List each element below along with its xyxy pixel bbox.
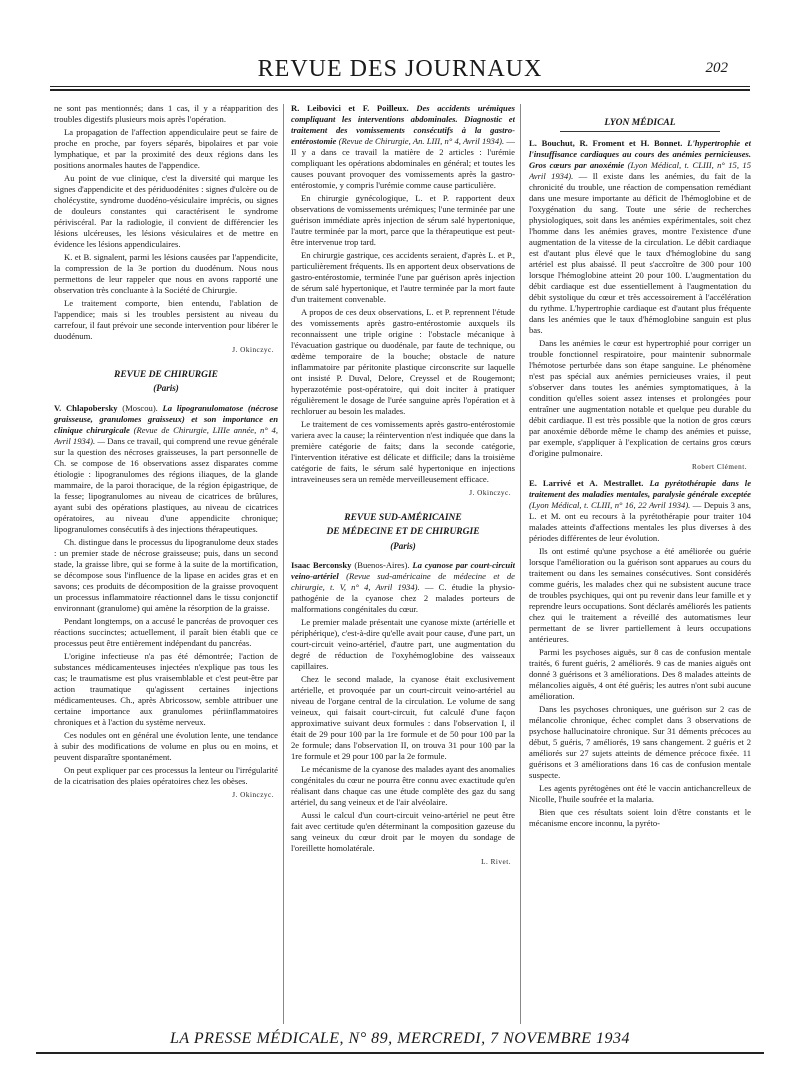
- article-author: R. Leibovici et F. Poilleux.: [291, 103, 409, 113]
- article-reference: (Revue de Chirurgie, LIIIe année, n° 4, Avril 1934). —: [54, 424, 278, 446]
- paragraph: Dans les anémies le cœur est hypertrophié pour corriger un trouble fonctionnel respiratoire, pour maintenir subnormale l'hémotose perturbée dans son étape sanguine. Le phénomène n'est pas spécial aux anémies pernicieuses vraies, il peut s'observer dans toutes les anémies symptomatiques, à la condition qu'elles soient assez intenses et prolongées pour entraîner une augmentation notable et quelque peu durable du débit cardiaque. Il est très possible que la notion de gros cœurs par anoxémie déborde même le champ des anémies et puisse, par exemple, s'appliquer à l'explication de certains gros cœurs d'origine pulmonaire.: [529, 338, 751, 459]
- article-text: Dans ce travail, qui comprend une revue générale sur la question des nécroses graisseuses, la part personnelle de Ch. se compose de 16 observations assez disparates comme étiologie : lipogranulomes des régions iliaques, de la glande mammaire, de la paroi thoracique, de la région épigastrique, de la fesse; lipogranulomes au niveau de cicatrices de brûlures, ayant subi des opérations plastiques, au niveau de cicatrices opératoires, au niveau d'une appendicite chronique; lipogranulomes consécutifs à des injections thérapeutiques.: [54, 435, 278, 534]
- article-title: La cyanose par court-circuit veino-artériel: [291, 560, 515, 582]
- section-title: REVUE DE CHIRURGIE: [113, 370, 218, 381]
- paragraph: ne sont pas mentionnés; dans 1 cas, il y a réapparition des troubles digestifs plusieurs mois après l'opération.: [54, 103, 278, 124]
- section-rule: [560, 131, 720, 132]
- article-text: — C. étudie la physio-pathogénie de la cyanose chez 2 malades porteurs de malformations congénitales du cœur.: [291, 582, 515, 615]
- author-location: (Moscou).: [117, 402, 163, 413]
- article-entry: [529, 138, 751, 336]
- column-divider: [283, 104, 284, 1024]
- paragraph: Ces nodules ont en général une évolution lente, une tendance à subir des modifications de volume en plus ou en moins, et peuvent disparaître spontanément.: [54, 729, 278, 762]
- paragraph: La propagation de l'affection appendiculaire peut se faire de proche en proche, par foyers séparés, bipolaires et par voie lymphatique, et par la proximité des deux régions dans les positions anormales hautes de l'appendice.: [54, 127, 278, 170]
- paragraph: Le mécanisme de la cyanose des malades ayant des anomalies congénitales du cœur ne pourra être connu avec exactitude qu'en réalisant dans chaque cas une étude complète des gaz du sang artériel, du sang veineux et de l'air alvéolaire.: [291, 764, 515, 808]
- article-author: E. Larrivé et A. Mestrallet.: [529, 478, 644, 489]
- column-middle: [291, 103, 515, 1028]
- column-divider: [520, 104, 521, 1024]
- column-left: [54, 103, 278, 1028]
- page-number: 202: [705, 60, 728, 76]
- paragraph: K. et B. signalent, parmi les lésions causées par l'appendicite, la compression de la 3e portion du duodénum. Nous nous permettons de leur rappeler que nous en avons rapporté une observation très concluante à la Société de Chirurgie.: [54, 252, 278, 295]
- article-title: La lipogranulomatose (nécrose graisseuse, granulomes graisseux) et son importance en clinique chirurgicale: [54, 402, 278, 435]
- article-title: Des accidents urémiques compliquant les interventions abdominales. Diagnostic et traitement des vomissements consécutifs à la gastro-entérostomie: [291, 103, 515, 146]
- signature: J. Okinczyc.: [469, 489, 511, 497]
- page-header: [0, 50, 800, 100]
- paragraph: Les agents pyrétogènes ont été le vaccin antichancrelleux de Nicolle, l'huile soufrée et la malaria.: [529, 783, 751, 805]
- paragraph: En chirurgie gynécologique, L. et P. rapportent deux observations de vomissements urémiques; l'une terminée par une guérison immédiate après injection de sérum salé hypertonique, l'autre terminée par la mort, parce que la thérapeutique est peut-être intervenue trop tard.: [291, 193, 515, 247]
- article-reference: (Revue sud-américaine de médecine et de chirurgie, t. V, n° 4, Avril 1934).: [291, 571, 515, 593]
- author-location: (Buenos-Aires).: [351, 560, 413, 571]
- signature: J. Okinczyc.: [232, 790, 274, 799]
- journal-title: REVUE DES JOURNAUX: [257, 56, 543, 82]
- article-entry: [54, 403, 278, 535]
- paragraph: Chez le second malade, la cyanose était exclusivement artérielle, et provoquée par un court-circuit veino-artériel au niveau de l'organe central de la circulation. Le volume de sang veineux, qui faisait court-circuit, fut calculé d'une façon approximative suivant deux formules : dans l'observation I, il était de 29 pour 100 par la 1re formule et de 50 pour 100 par la 2e formule; dans l'observation II, on trouva 31 pour 100 par la 1re formule et 29 pour 100 par la 2e formule.: [291, 674, 515, 762]
- paragraph: On peut expliquer par ces processus la lenteur ou l'irrégularité de la cicatrisation des plaies opératoires chez les obèses.: [54, 764, 278, 786]
- section-title-line2: DE MÉDECINE ET DE CHIRURGIE: [326, 527, 480, 538]
- signature: J. Okinczyc.: [232, 346, 274, 354]
- article-author: Isaac Berconsky: [291, 560, 352, 571]
- article-author: L. Bouchut, R. Froment et H. Bonnet.: [529, 138, 683, 149]
- paragraph: L'origine infectieuse n'a pas été démontrée; l'action de substances médicamenteuses injectées n'explique pas tous les cas; le traumatisme est plus vraisemblable et c'est peut-être par action traumatique qu'agissent certaines injections médicamenteuses. Ch., après Abricossow, semble attribuer une certaine importance aux granulomes périinflammatoires chroniques et à l'action du système nerveux.: [54, 650, 278, 727]
- article-reference: (Revue de Chirurgie, An. LIII, n° 4, Avril 1934).: [336, 136, 505, 146]
- article-entry: [529, 478, 751, 544]
- paragraph: Ch. distingue dans le processus du lipogranulome deux stades : un premier stade de nécrose graisseuse; puis, dans un second stade, la graisse libre, qui se forme à la suite de la mortification, se décompose sous l'influence de la lipase en acides gras et en savons; ces produits de décomposition de la graisse provoquent un processus inflammatoire réactionnel dans le tissu conjonctif environnant (granulome) qui amène la résorption de la graisse.: [54, 536, 278, 613]
- article-reference: (Lyon Médical, t. CLIII, n° 16, 22 Avril 1934).: [529, 500, 691, 511]
- column-right: [529, 103, 751, 1028]
- paragraph: Bien que ces résultats soient loin d'être constants et le mécanisme encore inconnu, la pyréto-: [529, 807, 751, 829]
- paragraph: A propos de ces deux observations, L. et P. reprennent l'étude des vomissements après gastro-entérostomie auxquels ils reconnaissent une triple origine : l'obstacle mécanique à l'évacuation gastrique ou duodénale, par faute de technique, ou œdème temporaire de la bouche; obstacle de nature inflammatoire par péritonite plastique circonscrite sur laquelle ont insisté P. Duval, Delore, Creyssel et de Rougemont; hyperazotémie post-opératoire, qui doit inciter à pratiquer régulièrement le dosage de l'urée sanguine après l'opération et à rechloruer au besoin les malades.: [291, 307, 515, 416]
- section-title: LYON MÉDICAL: [604, 118, 676, 128]
- signature: Robert Clément.: [691, 463, 747, 472]
- paragraph: Dans les psychoses chroniques, une guérison sur 2 cas de mélancolie chronique, échec complet dans 3 observations de psychose hallucinatoire chronique. Sur 31 déments précoces au début, 5 guéris, 7 améliorés, 19 sans changement. 2 guéris et 2 améliorés sur 27 sujets atteints de démence précoce fixée. 11 guérisons et 3 améliorations dans 16 cas de confusion mentale suspecte.: [529, 704, 751, 781]
- section-title: REVUE SUD-AMÉRICAINE: [344, 513, 462, 524]
- paragraph: Au point de vue clinique, c'est la diversité qui marque les signes d'appendicite et des périduodénites : signes d'ulcère ou de cholécystite, syndrome duodéno-vésiculaire imprécis, ou signes de douleurs constantes qui caractérisent le syndrome périviscéral. Par la radiologie, il convient de différencier les lésions ulcéreuses, les lésions vésiculaires et de mettre en évidence les lésions appendiculaires.: [54, 173, 278, 249]
- article-text: — Depuis 3 ans, L. et M. ont eu recours à la pyrétothérapie pour traiter 104 malades atteints d'affections mentales les plus diverses à des périodes différentes de leur évolution.: [529, 500, 751, 544]
- paragraph: Le premier malade présentait une cyanose mixte (artérielle et périphérique), c'est-à-dire qu'elle avait pour cause, d'une part, un court-circuit veino-artériel, d'autre part, une augmentation du degré de réduction de l'oxyhémoglobine des vaisseaux capillaires.: [291, 617, 515, 672]
- article-entry: [291, 103, 515, 191]
- article-author: V. Chlapobersky: [54, 402, 118, 413]
- paragraph: Pendant longtemps, on a accusé le pancréas de provoquer ces réactions succinctes; actuellement, il paraît bien établi que ce processus peut être entièrement indépendant du pancréas.: [54, 615, 278, 648]
- paragraph: Le traitement de ces vomissements après gastro-entérostomie variera avec la cause; la réintervention n'est indiquée que dans la première catégorie de faits; dans la seconde catégorie, l'intervention itérative est délicate et difficile; dans la troisième catégorie de faits, le sérum salé hypertonique en injections intraveineuses sera un remède merveilleusement efficace.: [291, 419, 515, 484]
- article-title: La pyrétothérapie dans le traitement des maladies mentales, paralysie générale exceptée: [529, 478, 751, 500]
- article-title: L'hypertrophie et l'insuffisance cardiaques au cours des anémies pernicieuses. Gros cœurs par anoxémie: [529, 138, 751, 171]
- header-rule-thick: [50, 89, 750, 91]
- page-footer: LA PRESSE MÉDICALE, N° 89, MERCREDI, 7 NOVEMBRE 1934: [169, 1030, 631, 1047]
- article-entry: [291, 560, 515, 615]
- section-subtitle: (Paris): [153, 383, 179, 394]
- paragraph: En chirurgie gastrique, ces accidents seraient, d'après L. et P., particulièrement fréquents. Ils en apportent deux observations de gastro-entérostomie, terminée l'une par guérison après injection de sérum salé hypertonique, et l'autre terminée par la mort faute d'un traitement convenable.: [291, 250, 515, 304]
- article-text: — Il existe dans les anémies, du fait de la chronicité du trouble, une réaction de compensation remédiant dans une mesure importante au déficit de l'hémoglobine et de l'oxygénation du sang. Toute une série de recherches physiologiques, soit dans les anémies expérimentales, soit chez l'homme dans les anémies graves, montre l'existence d'une augmentation de la vitesse de la circulation. Le débit cardiaque est d'autant plus élevé que le taux d'hémoglobine du sang artériel est plus abaissé. Il peut s'accroître de 300 pour 100 lorsque l'hémoglobine atteint 20 pour 100. L'augmentation du débit cardiaque est due essentiellement à l'augmentation du débit systolique du cœur et très accessoirement à l'accélération du rythme. L'hypertrophie cardiaque est d'autant plus fréquente dans les anémies que le taux d'hémoglobine sanguin est plus bas.: [529, 171, 751, 336]
- section-subtitle: (Paris): [390, 540, 416, 551]
- paragraph: Parmi les psychoses aiguës, sur 8 cas de confusion mentale traités, 6 furent guéris, 2 améliorés. 9 cas de manies aiguës ont donné 3 guérisons et 3 améliorations. Des 8 malades atteints de mélancolies aiguës, 4 ont été guéris; les autres n'ont subi aucune amélioration.: [529, 647, 751, 702]
- header-rule: [50, 86, 750, 87]
- article-reference: (Lyon Médical, t. CLIII, n° 15, 15 Avril 1934).: [529, 160, 751, 182]
- paragraph: Le traitement comporte, bien entendu, l'ablation de l'appendice; mais si les troubles persistent au niveau du carrefour, il faut prévoir une seconde intervention pour libérer le duodénum.: [54, 298, 278, 341]
- footer-rule: [36, 1052, 764, 1054]
- signature: L. Rivet.: [481, 858, 511, 867]
- paragraph: Ils ont estimé qu'une psychose a été améliorée ou guérie lorsque l'amélioration ou la guérison sont apparues au cours du traitement ou dans les semaines consécutives. Sont considérés comme guéris, les malades chez qui ne subsistent aucune trace de troubles psychiques, qui ont pu revenir dans leur famille et y reprendre leurs occupations. Sont déclarés améliorés les patients chez qui le traitement a réveillé des automatismes leur permettant de se livrer partiellement à leurs occupations antérieures.: [529, 546, 751, 645]
- paragraph: Aussi le calcul d'un court-circuit veino-artériel ne peut être fait avec certitude qu'en déterminant la composition gazeuse du sang veineux du cœur droit par le moyen du sondage de l'oreillette homolatérale.: [291, 810, 515, 854]
- article-text: — Il y a dans ce travail la matière de 2 articles : l'urémie compliquant les opérations abdominales en général; et toutes les causes pouvant provoquer des vomissements après la gastro-entérostomie, y compris l'urémie comme cause particulière.: [291, 136, 515, 190]
